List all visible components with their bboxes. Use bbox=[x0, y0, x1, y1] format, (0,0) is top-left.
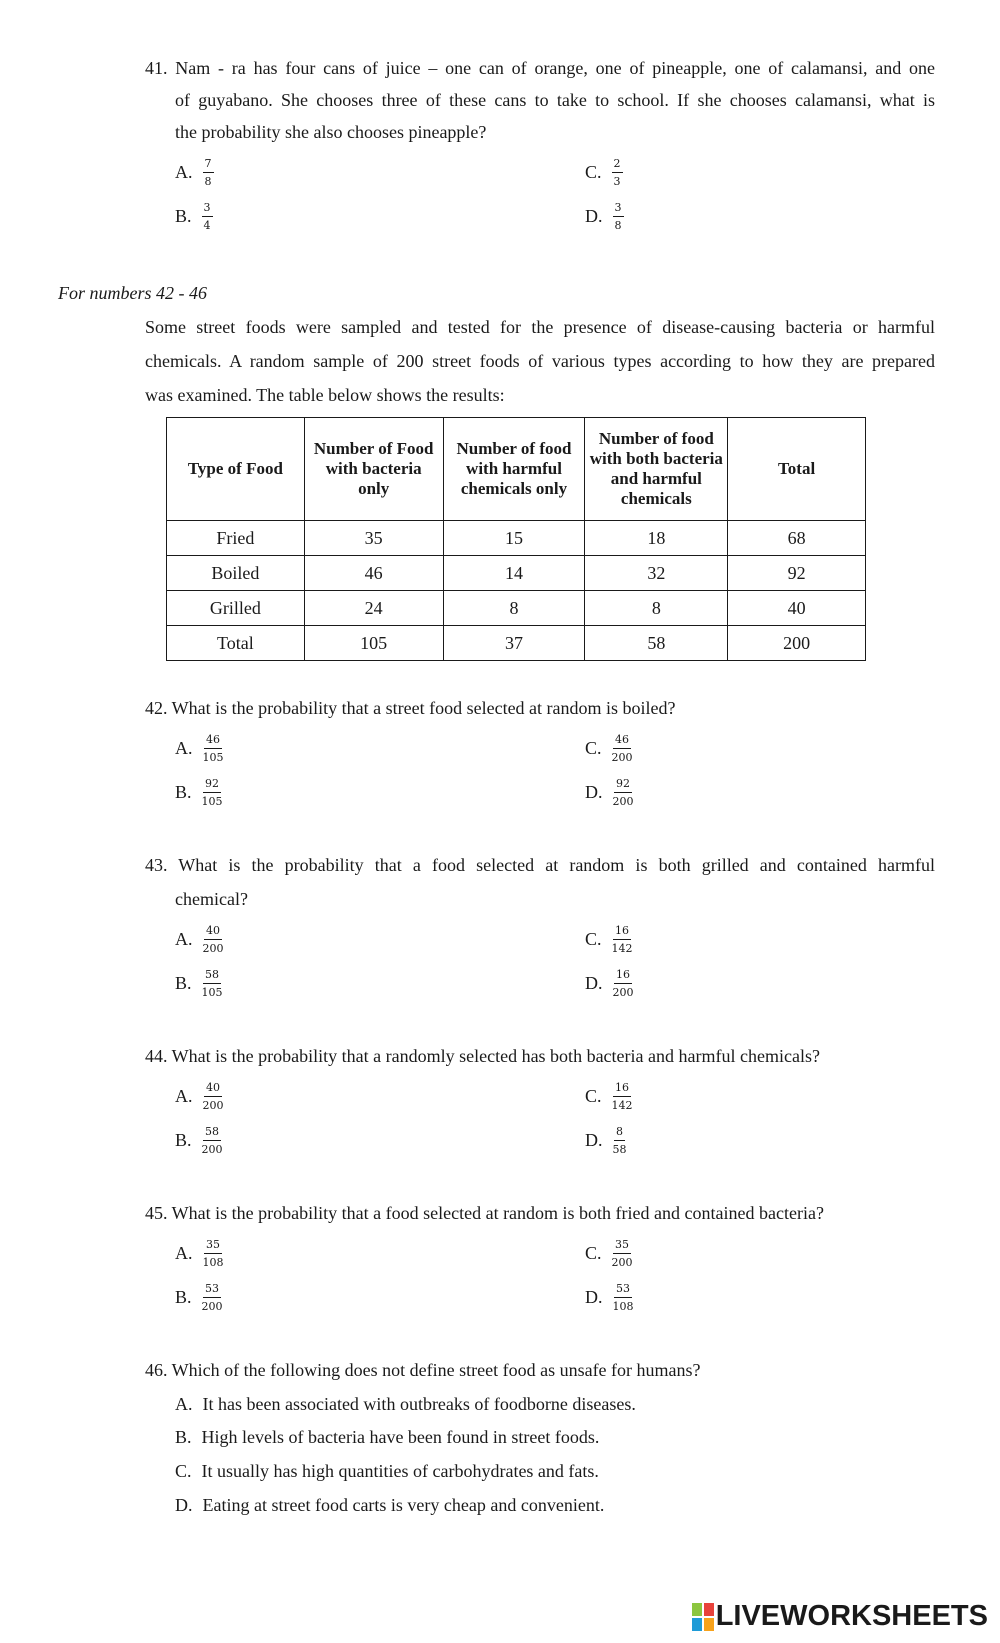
question-45-option-c[interactable] bbox=[585, 1238, 633, 1269]
question-43-option-d[interactable] bbox=[585, 968, 634, 999]
question-44-option-b[interactable] bbox=[175, 1125, 223, 1156]
liveworksheets-logo[interactable] bbox=[692, 1600, 988, 1633]
table-cell: Total bbox=[167, 626, 305, 661]
question-41-line-3: the probability she also chooses pineapple? bbox=[175, 122, 487, 142]
results-table bbox=[166, 417, 866, 661]
question-46-option-d[interactable] bbox=[175, 1489, 604, 1522]
table-row bbox=[167, 521, 866, 556]
table-row bbox=[167, 626, 866, 661]
question-46-option-c[interactable] bbox=[175, 1455, 599, 1488]
table-header-cell: Number of Food with bacteria only bbox=[304, 418, 443, 521]
table-header-cell: Number of food with both bacteria and harmful chemicals bbox=[585, 418, 728, 521]
section-heading: For numbers 42 - 46 bbox=[58, 283, 207, 303]
option-fraction: $\frac{7}{8}$ bbox=[204, 157, 212, 188]
option-letter: D. bbox=[585, 782, 603, 802]
option-fraction: $\frac{16}{142}$ bbox=[611, 924, 633, 955]
option-fraction: $\frac{35}{200}$ bbox=[611, 1238, 633, 1269]
table-cell: 8 bbox=[443, 591, 585, 626]
table-cell: 14 bbox=[443, 556, 585, 591]
question-43-option-b[interactable] bbox=[175, 968, 223, 999]
table-cell: Fried bbox=[167, 521, 305, 556]
option-fraction: $\frac{3}{8}$ bbox=[614, 201, 622, 232]
option-letter: A. bbox=[175, 1086, 193, 1106]
option-letter: A. bbox=[175, 1243, 193, 1263]
option-fraction: $\frac{2}{3}$ bbox=[613, 157, 621, 188]
question-43-line-2: chemical? bbox=[175, 889, 248, 909]
question-42-option-d[interactable] bbox=[585, 777, 634, 808]
table-cell: 24 bbox=[304, 591, 443, 626]
table-cell: 58 bbox=[585, 626, 728, 661]
option-fraction: $\frac{58}{105}$ bbox=[201, 968, 223, 999]
question-43-option-a[interactable] bbox=[175, 924, 224, 955]
table-cell: Boiled bbox=[167, 556, 305, 591]
table-cell: 46 bbox=[304, 556, 443, 591]
option-fraction: $\frac{46}{200}$ bbox=[611, 733, 633, 764]
table-header-cell: Type of Food bbox=[167, 418, 305, 521]
option-fraction: $\frac{40}{200}$ bbox=[202, 1081, 224, 1112]
table-cell: 105 bbox=[304, 626, 443, 661]
table-cell: 35 bbox=[304, 521, 443, 556]
table-row bbox=[167, 556, 866, 591]
option-letter: D. bbox=[585, 1130, 603, 1150]
option-letter: D. bbox=[585, 206, 603, 226]
option-letter: C. bbox=[585, 738, 602, 758]
option-letter: A. bbox=[175, 738, 193, 758]
option-fraction: $\frac{92}{105}$ bbox=[201, 777, 223, 808]
question-42-option-c[interactable] bbox=[585, 733, 633, 764]
table-header-cell: Total bbox=[728, 418, 866, 521]
table-cell: 8 bbox=[585, 591, 728, 626]
option-text: High levels of bacteria have been found in street foods. bbox=[201, 1427, 600, 1447]
question-45-option-b[interactable] bbox=[175, 1282, 223, 1313]
option-letter: B. bbox=[175, 1427, 192, 1447]
question-41-option-c[interactable] bbox=[585, 157, 623, 188]
table-cell: 15 bbox=[443, 521, 585, 556]
question-41-option-a[interactable] bbox=[175, 157, 214, 188]
option-text: Eating at street food carts is very cheap and convenient. bbox=[202, 1495, 605, 1515]
question-43-option-c[interactable] bbox=[585, 924, 633, 955]
option-fraction: $\frac{58}{200}$ bbox=[201, 1125, 223, 1156]
section-intro-line-1: Some street foods were sampled and tested for the presence of disease-causing bacteria or harmful bbox=[145, 317, 935, 337]
logo-text: LIVEWORKSHEETS bbox=[715, 1600, 988, 1632]
option-letter: D. bbox=[585, 1287, 603, 1307]
question-44-option-c[interactable] bbox=[585, 1081, 633, 1112]
option-letter: A. bbox=[175, 929, 193, 949]
option-letter: C. bbox=[585, 1086, 602, 1106]
question-43-line-1: 43. What is the probability that a food selected at random is both grilled and contained harmful bbox=[145, 855, 935, 875]
section-intro-line-2: chemicals. A random sample of 200 street foods of various types according to how they are prepared bbox=[145, 351, 935, 371]
question-42-text: 42. What is the probability that a street food selected at random is boiled? bbox=[145, 698, 676, 718]
option-letter: B. bbox=[175, 973, 192, 993]
table-cell: 200 bbox=[728, 626, 866, 661]
option-text: It usually has high quantities of carbohydrates and fats. bbox=[201, 1461, 599, 1481]
question-44-option-d[interactable] bbox=[585, 1125, 627, 1156]
table-cell: 18 bbox=[585, 521, 728, 556]
liveworksheets-grid-icon bbox=[692, 1603, 714, 1631]
table-cell: 40 bbox=[728, 591, 866, 626]
option-letter: C. bbox=[585, 1243, 602, 1263]
question-46-option-b[interactable] bbox=[175, 1421, 599, 1454]
option-fraction: $\frac{16}{200}$ bbox=[612, 968, 634, 999]
option-fraction: $\frac{8}{58}$ bbox=[612, 1125, 627, 1156]
option-letter: C. bbox=[175, 1461, 192, 1481]
option-letter: C. bbox=[585, 929, 602, 949]
option-letter: B. bbox=[175, 782, 192, 802]
question-41-line-2: of guyabano. She chooses three of these cans to take to school. If she chooses calamansi, what is bbox=[175, 90, 935, 110]
option-fraction: $\frac{16}{142}$ bbox=[611, 1081, 633, 1112]
option-fraction: $\frac{40}{200}$ bbox=[202, 924, 224, 955]
question-46-text: 46. Which of the following does not define street food as unsafe for humans? bbox=[145, 1360, 701, 1380]
table-header-cell: Number of food with harmful chemicals only bbox=[443, 418, 585, 521]
section-intro-line-3: was examined. The table below shows the results: bbox=[145, 385, 505, 405]
table-cell: 68 bbox=[728, 521, 866, 556]
option-fraction: $\frac{35}{108}$ bbox=[202, 1238, 224, 1269]
table-cell: 92 bbox=[728, 556, 866, 591]
question-45-option-a[interactable] bbox=[175, 1238, 224, 1269]
question-41-option-d[interactable] bbox=[585, 201, 624, 232]
option-fraction: $\frac{53}{200}$ bbox=[201, 1282, 223, 1313]
question-45-option-d[interactable] bbox=[585, 1282, 634, 1313]
option-letter: B. bbox=[175, 1130, 192, 1150]
option-fraction: $\frac{92}{200}$ bbox=[612, 777, 634, 808]
option-letter: A. bbox=[175, 1394, 193, 1414]
option-letter: D. bbox=[585, 973, 603, 993]
option-letter: B. bbox=[175, 1287, 192, 1307]
option-letter: B. bbox=[175, 206, 192, 226]
option-letter: C. bbox=[585, 162, 602, 182]
question-46-option-a[interactable] bbox=[175, 1388, 636, 1421]
option-text: It has been associated with outbreaks of foodborne diseases. bbox=[202, 1394, 636, 1414]
question-42-option-a[interactable] bbox=[175, 733, 224, 764]
question-45-text: 45. What is the probability that a food selected at random is both fried and contained bacteria? bbox=[145, 1203, 824, 1223]
option-letter: D. bbox=[175, 1495, 193, 1515]
question-44-text: 44. What is the probability that a randomly selected has both bacteria and harmful chemicals? bbox=[145, 1046, 820, 1066]
question-41-option-b[interactable] bbox=[175, 201, 213, 232]
option-fraction: $\frac{3}{4}$ bbox=[203, 201, 211, 232]
table-header-row bbox=[167, 418, 866, 521]
table-cell: Grilled bbox=[167, 591, 305, 626]
question-42-option-b[interactable] bbox=[175, 777, 223, 808]
option-fraction: $\frac{46}{105}$ bbox=[202, 733, 224, 764]
question-41-line-1: 41. Nam - ra has four cans of juice – one can of orange, one of pineapple, one of calamansi, and one bbox=[145, 58, 935, 78]
table-cell: 32 bbox=[585, 556, 728, 591]
option-fraction: $\frac{53}{108}$ bbox=[612, 1282, 634, 1313]
option-letter: A. bbox=[175, 162, 193, 182]
table-row bbox=[167, 591, 866, 626]
table-cell: 37 bbox=[443, 626, 585, 661]
question-44-option-a[interactable] bbox=[175, 1081, 224, 1112]
